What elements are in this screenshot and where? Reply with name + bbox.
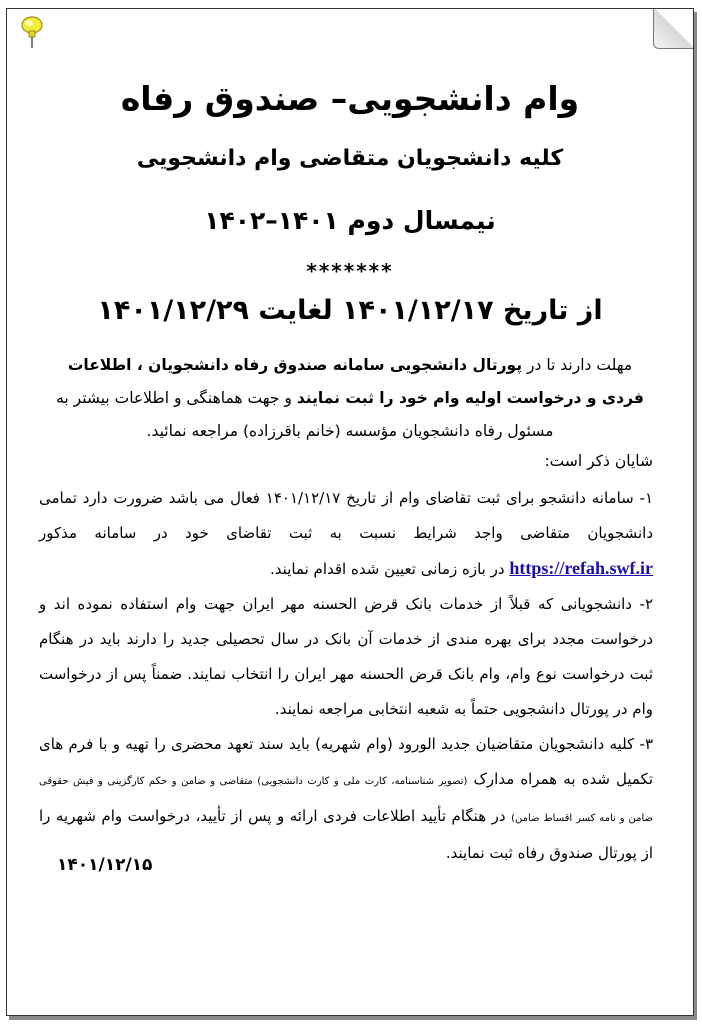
intro-text-bold: پورتال دانشجویی سامانه صندوق رفاه دانشجویان ، اطلاعات فردی و درخواست اولیه وام خود را ثبت نمایند bbox=[67, 356, 644, 407]
list-item bbox=[39, 727, 653, 871]
item1-end: در بازه زمانی تعیین شده اقدام نمایند. bbox=[270, 560, 510, 578]
item3-text-b: در هنگام تأیید اطلاعات فردی ارائه و پس از تأیید، درخواست وام شهریه را از پورتال صندوق رفاه ثبت نمایند. bbox=[39, 807, 653, 862]
pushpin-icon bbox=[17, 15, 47, 49]
intro-paragraph bbox=[47, 349, 653, 448]
signature-date: ۱۴۰۱/۱۲/۱۵ bbox=[57, 855, 153, 875]
page-curl bbox=[653, 8, 694, 49]
refah-link[interactable]: https://refah.swf.ir bbox=[509, 558, 653, 578]
intro-text-2: و جهت هماهنگی و اطلاعات بیشتر به مسئول رفاه دانشجویان مؤسسه (خانم باقرزاده) مراجعه نمائید. bbox=[56, 389, 554, 440]
item1-text: ۱- سامانه دانشجو برای ثبت تقاضای وام از تاریخ ۱۴۰۱/۱۲/۱۷ فعال می باشد ضرورت دارد تمامی دانشجویان متقاضی واجد شرایط نسبت به ثبت تقاضای خود در سامانه مذکور bbox=[39, 489, 653, 542]
item3-small-text: (تصویر شناسنامه، کارت ملی و کارت دانشجویی) متقاضی و ضامن و حکم کارگزینی و فیش حقوقی ضامن و نامه کسر اقساط ضامن) bbox=[39, 776, 653, 824]
document-page bbox=[6, 8, 694, 1016]
intro-text-1: مهلت دارند تا در bbox=[522, 356, 633, 374]
subtitle: کلیه دانشجویان متقاضی وام دانشجویی bbox=[136, 146, 564, 171]
star-separator: ******* bbox=[306, 259, 394, 283]
page-title: وام دانشجویی– صندوق رفاه bbox=[120, 79, 580, 118]
date-range-heading: از تاریخ ۱۴۰۱/۱۲/۱۷ لغایت ۱۴۰۱/۱۲/۲۹ bbox=[97, 295, 603, 326]
list-item: ۲- دانشجویانی که قبلاً از خدمات بانک قرض الحسنه مهر ایران جهت وام استفاده نموده اند و درخواست مجدد برای بهره مندی از خدمات آن بانک در سال تحصیلی جدید را دارند باید در هنگام ثبت درخواست نوع وام، وام بانک قرض الحسنه مهر ایران را انتخاب نمایند. ضمناً پس از درخواست وام در پورتال دانشجویی حتماً به شعبه انتخابی مراجعه نمایند. bbox=[39, 595, 653, 718]
items-list bbox=[39, 481, 653, 871]
semester-heading: نیمسال دوم ۱۴۰۱–۱۴۰۲ bbox=[204, 206, 496, 235]
note-heading: شایان ذکر است: bbox=[544, 452, 653, 470]
list-item bbox=[39, 481, 653, 587]
item3-text-a: ۳- کلیه دانشجویان متقاضیان جدید الورود (وام شهریه) باید سند تعهد محضری را تهیه و با فرم های تکمیل شده به همراه مدارک bbox=[39, 735, 653, 788]
